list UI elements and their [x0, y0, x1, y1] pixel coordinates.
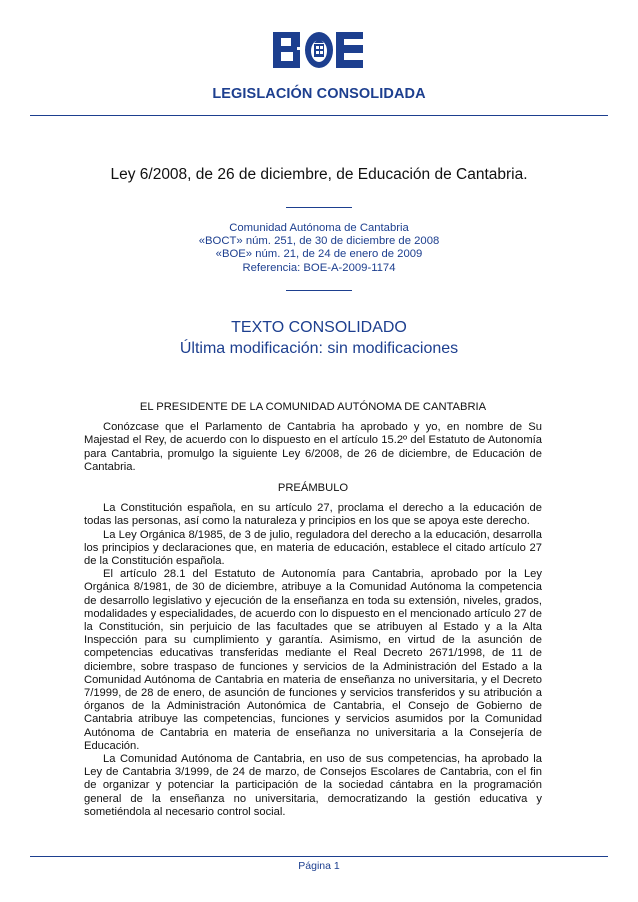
preamble-paragraph: La Constitución española, en su artículo 27, proclama el derecho a la educación de todas las personas, así como la naturaleza y principios en los que se apoya este derecho. [84, 502, 542, 528]
meta-boct: «BOCT» núm. 251, de 30 de diciembre de 2008 [198, 235, 440, 248]
document-title: Ley 6/2008, de 26 de diciembre, de Educación de Cantabria. [110, 166, 528, 183]
intro-paragraph: Conózcase que el Parlamento de Cantabria ha aprobado y yo, en nombre de Su Majestad el Rey, de acuerdo con lo dispuesto en el artículo 15.2º del Estatuto de Autonomía para Cantabria, promulgo la siguiente Ley 6/2008, de 26 de diciembre, de Educación de Cantabria. [84, 421, 542, 473]
preamble-paragraph: La Ley Orgánica 8/1985, de 3 de julio, reguladora del derecho a la educación, desarrolla los principios y declaraciones que, en materia de educación, establece el citado artículo 27 de la Constitución española. [84, 528, 542, 568]
boe-logo [273, 31, 365, 69]
consolidated-label: TEXTO CONSOLIDADO [231, 319, 407, 336]
metadata-divider [286, 290, 352, 291]
meta-community: Comunidad Autónoma de Cantabria [229, 222, 409, 234]
meta-reference: Referencia: BOE-A-2009-1174 [242, 261, 396, 274]
meta-boe: «BOE» núm. 21, de 24 de enero de 2009 [215, 248, 423, 261]
preamble-paragraph: La Comunidad Autónoma de Cantabria, en uso de sus competencias, ha aprobado la Ley de Cantabria 3/1999, de 24 de marzo, de Consejos Escolares de Cantabria, con el fin de organizar y potenciar la participación de la sociedad cántabra en la programación general de la enseñanza no universitaria, democratizando la gestión educativa y sometiéndola al necesario control social. [84, 753, 542, 818]
title-divider [286, 207, 352, 208]
collection-title: LEGISLACIÓN CONSOLIDADA [212, 86, 426, 102]
president-heading: EL PRESIDENTE DE LA COMUNIDAD AUTÓNOMA DE CANTABRIA [139, 401, 487, 413]
preamble-paragraph: El artículo 28.1 del Estatuto de Autonomía para Cantabria, aprobado por la Ley Orgánica 8/1981, de 30 de diciembre, atribuye a la Comunidad Autónoma la competencia de desarrollo legislativo y ejecución de la enseñanza en toda su extensión, niveles, grados, modalidades y especialidades, de acuerdo con lo dispuesto en el mencionado artículo 27 de la Constitución, sin perjuicio de las facultades que se atribuyen al Estado y a la Alta Inspección para su cumplimiento y garantía. Asimismo, en virtud de la asunción de competencias educativas transferidas mediante el Real Decreto 2671/1998, de 11 de diciembre, sobre traspaso de funciones y servicios de la Administración del Estado a la Comunidad Autónoma de Cantabria en materia de enseñanza no universitaria, y el Decreto 7/1999, de 28 de enero, de asunción de funciones y servicios transferidos y su atribución a órganos de la Administración Autonómica de Cantabria, el Consejo de Gobierno de Cantabria atribuye las competencias, funciones y servicios asumidos por la Comunidad Autónoma de Cantabria en materia de enseñanza no universitaria a la Consejería de Educación. [84, 568, 542, 752]
consolidation-block [0, 317, 638, 359]
footer-rule [30, 856, 608, 857]
header-rule [30, 115, 608, 116]
document-body [84, 401, 542, 819]
last-modification: Última modificación: sin modificaciones [179, 340, 459, 357]
page-number: Página 1 [298, 860, 340, 872]
document-metadata [0, 222, 638, 275]
preamble-heading: PREÁMBULO [277, 482, 349, 495]
